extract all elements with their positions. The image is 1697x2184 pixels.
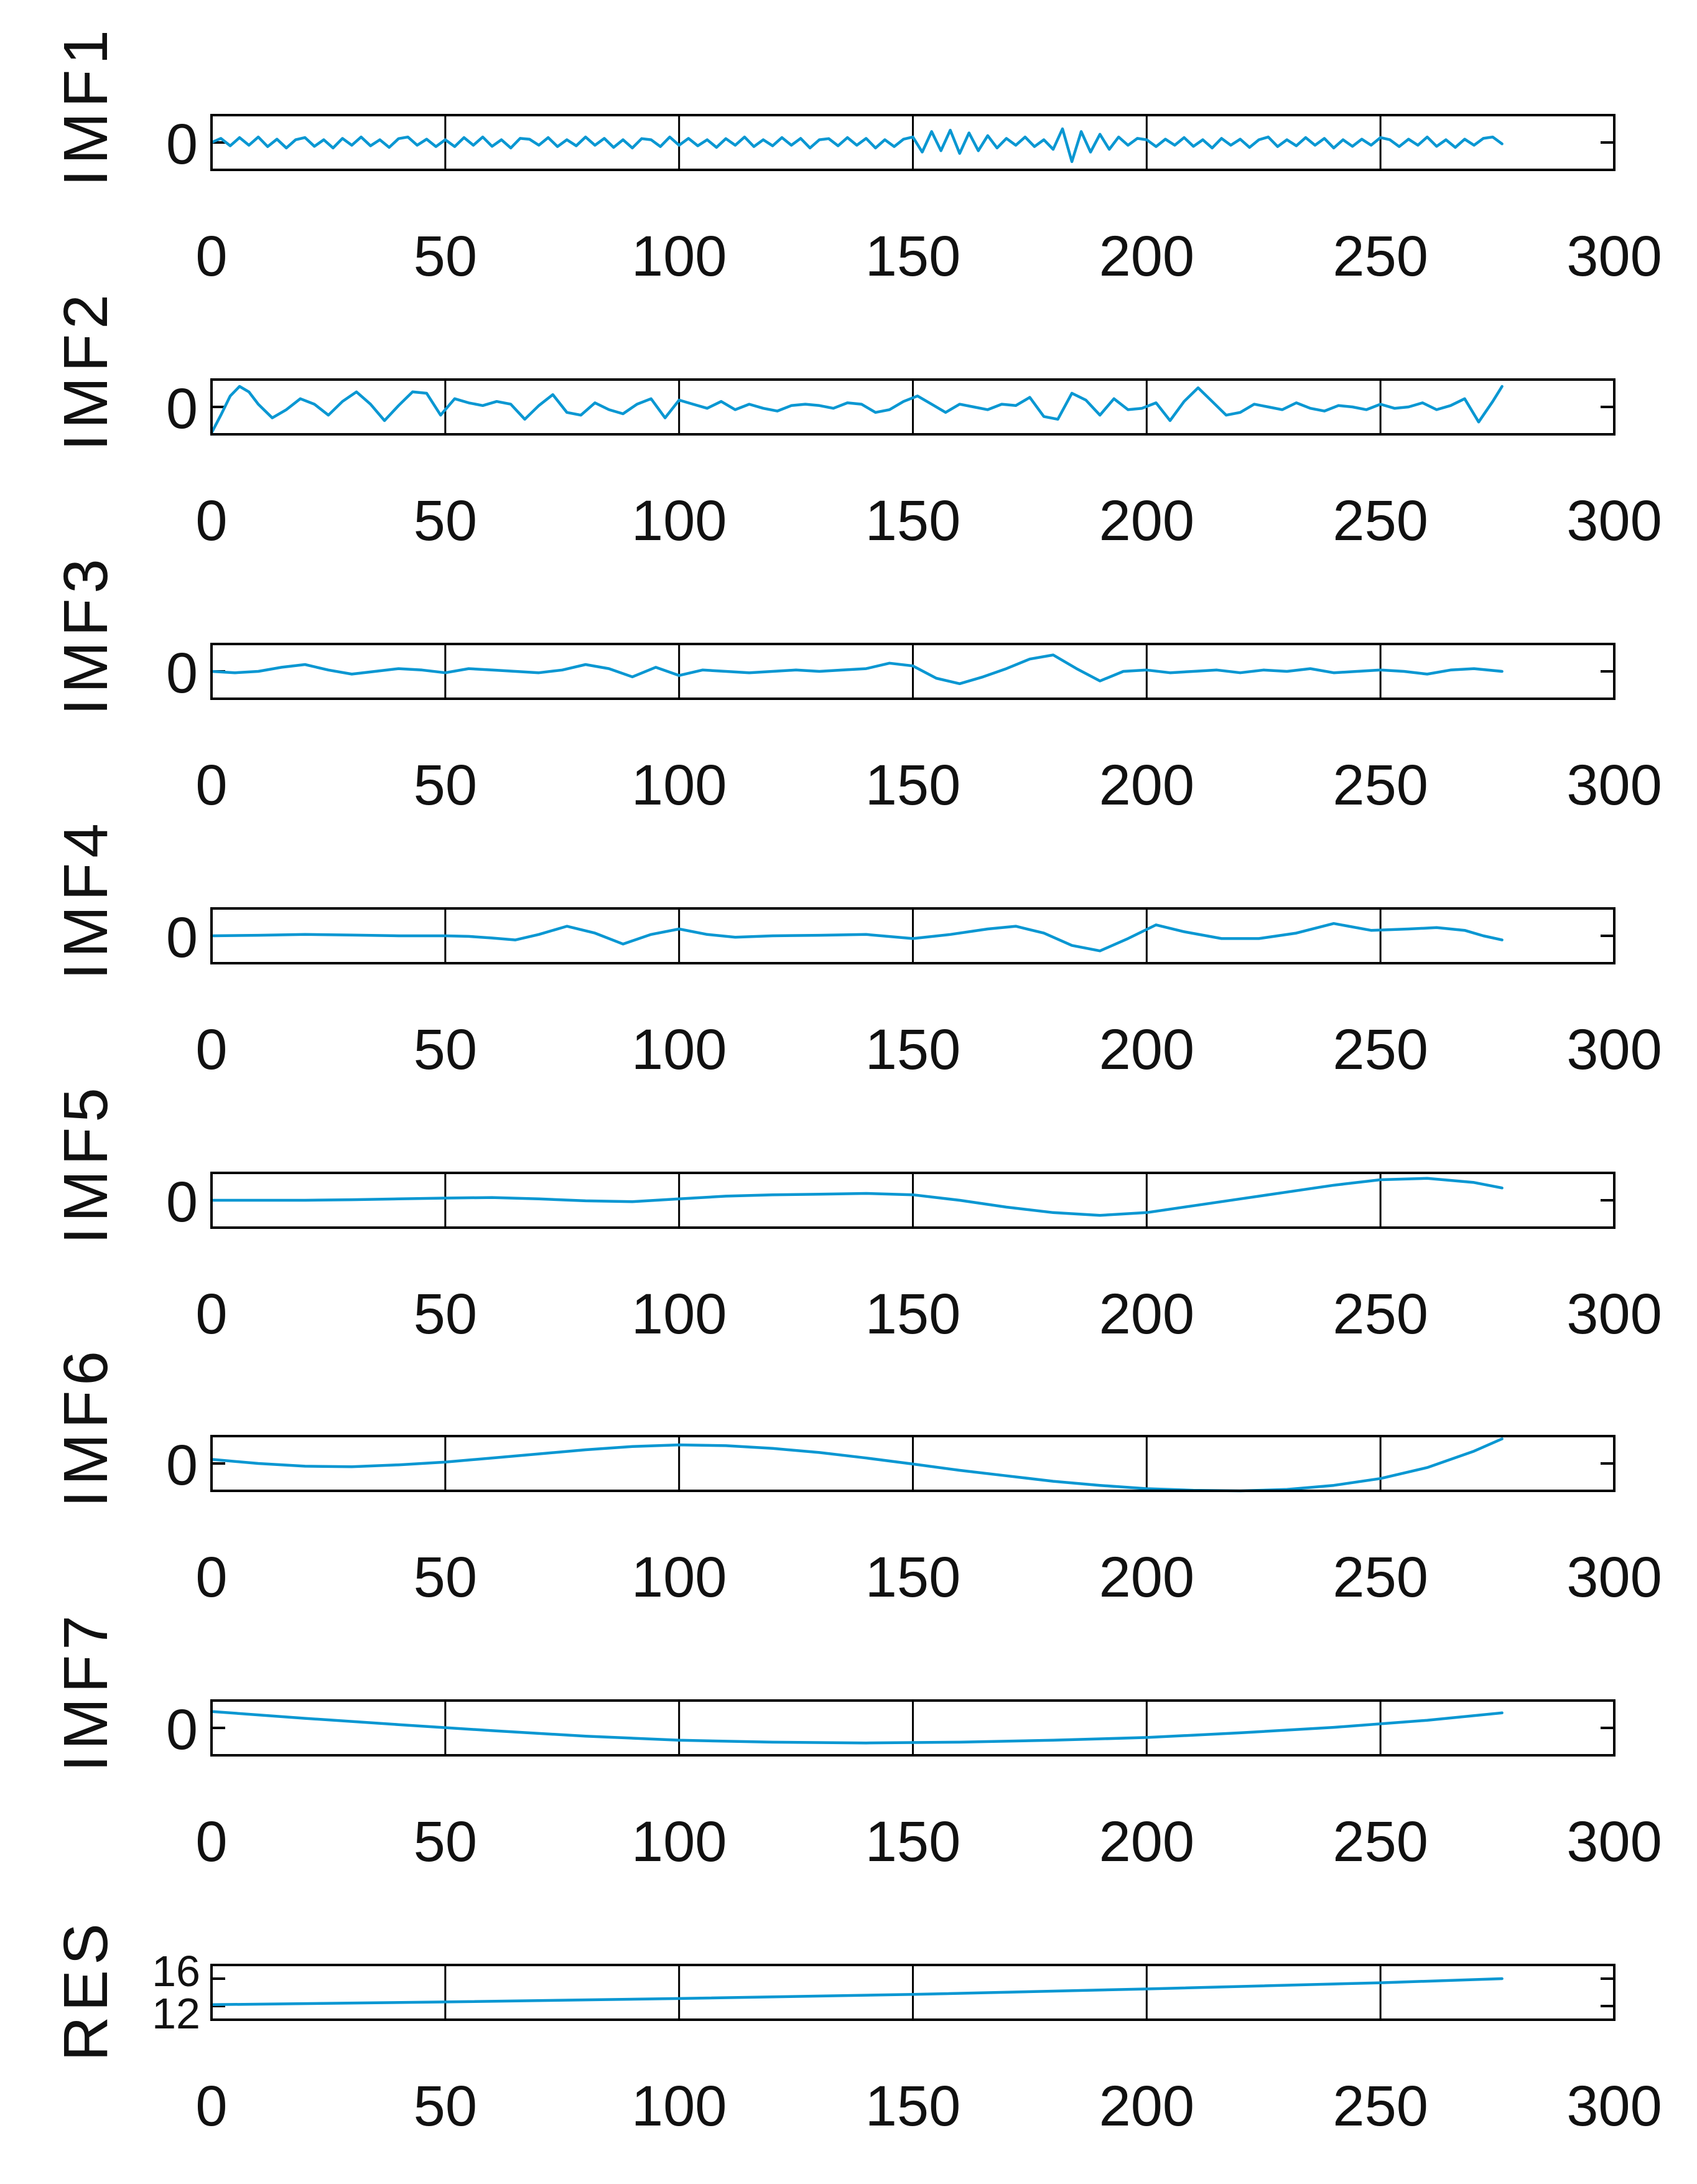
- imf4-x-tick-label: 150: [865, 1018, 961, 1081]
- imf5-x-tick-label: 250: [1332, 1282, 1428, 1346]
- imf5-x-tick-label: 150: [865, 1282, 961, 1346]
- imf1-panel: [51, 25, 1662, 288]
- res-x-tick-label: 300: [1566, 2074, 1662, 2138]
- imf2-series-line: [212, 386, 1502, 433]
- imf5-x-tick-label: 300: [1566, 1282, 1662, 1346]
- imf2-x-tick-label: 300: [1566, 489, 1662, 553]
- res-x-tick-label: 0: [195, 2074, 228, 2138]
- imf5-y-axis-label: IMF5: [51, 1083, 121, 1244]
- imf5-series-line: [212, 1178, 1502, 1215]
- imf2-x-tick-label: 100: [631, 489, 727, 553]
- imf1-y-tick-label: 0: [165, 113, 198, 176]
- imf3-x-tick-label: 200: [1099, 754, 1195, 817]
- imf4-y-tick-label: 0: [165, 906, 198, 969]
- imf4-x-tick-label: 50: [413, 1018, 478, 1081]
- res-x-tick-label: 250: [1332, 2074, 1428, 2138]
- imf1-x-tick-label: 0: [195, 225, 228, 288]
- imf2-x-tick-label: 0: [195, 489, 228, 553]
- res-x-tick-label: 200: [1099, 2074, 1195, 2138]
- imf2-panel: [51, 289, 1662, 553]
- imf7-x-tick-label: 250: [1332, 1810, 1428, 1874]
- imf4-x-tick-label: 100: [631, 1018, 727, 1081]
- imf6-x-tick-label: 200: [1099, 1546, 1195, 1609]
- imf5-x-tick-label: 100: [631, 1282, 727, 1346]
- imf1-x-tick-label: 300: [1566, 225, 1662, 288]
- imf5-x-tick-label: 0: [195, 1282, 228, 1346]
- imf5-y-tick-label: 0: [165, 1170, 198, 1234]
- imf7-panel: [51, 1610, 1662, 1874]
- res-x-tick-label: 150: [865, 2074, 961, 2138]
- imf2-y-axis-label: IMF2: [51, 289, 121, 451]
- imf6-x-tick-label: 50: [413, 1546, 478, 1609]
- imf1-x-tick-label: 200: [1099, 225, 1195, 288]
- imf2-x-tick-label: 150: [865, 489, 961, 553]
- res-series-line: [212, 1979, 1502, 2005]
- res-x-tick-label: 100: [631, 2074, 727, 2138]
- imf7-x-tick-label: 200: [1099, 1810, 1195, 1874]
- imf6-y-axis-label: IMF6: [51, 1346, 121, 1508]
- imf3-series-line: [212, 655, 1502, 684]
- imf7-x-tick-label: 100: [631, 1810, 727, 1874]
- imf2-x-tick-label: 250: [1332, 489, 1428, 553]
- imf6-y-tick-label: 0: [165, 1434, 198, 1497]
- imf6-panel: [51, 1346, 1662, 1609]
- imf2-y-tick-label: 0: [165, 377, 198, 441]
- imf7-x-tick-label: 0: [195, 1810, 228, 1874]
- imf6-series-line: [212, 1439, 1502, 1491]
- imf3-y-tick-label: 0: [165, 642, 198, 705]
- res-y-tick-label: 12: [152, 1989, 200, 2038]
- imf3-x-tick-label: 50: [413, 754, 478, 817]
- imf6-x-tick-label: 0: [195, 1546, 228, 1609]
- imf7-y-tick-label: 0: [165, 1698, 198, 1762]
- imf3-y-axis-label: IMF3: [51, 554, 121, 716]
- imf3-x-tick-label: 0: [195, 754, 228, 817]
- imf2-x-tick-label: 200: [1099, 489, 1195, 553]
- imf3-x-tick-label: 250: [1332, 754, 1428, 817]
- imf5-panel: [51, 1083, 1662, 1346]
- imf1-y-axis-label: IMF1: [51, 25, 121, 187]
- imf1-x-tick-label: 50: [413, 225, 478, 288]
- imf4-y-axis-label: IMF4: [51, 818, 121, 980]
- res-panel: [51, 1918, 1662, 2138]
- imf5-x-tick-label: 50: [413, 1282, 478, 1346]
- imf5-x-tick-label: 200: [1099, 1282, 1195, 1346]
- imf6-x-tick-label: 250: [1332, 1546, 1428, 1609]
- imf7-y-axis-label: IMF7: [51, 1610, 121, 1772]
- imf4-x-tick-label: 250: [1332, 1018, 1428, 1081]
- imf3-x-tick-label: 300: [1566, 754, 1662, 817]
- imf6-x-tick-label: 300: [1566, 1546, 1662, 1609]
- imf7-x-tick-label: 300: [1566, 1810, 1662, 1874]
- imf6-x-tick-label: 150: [865, 1546, 961, 1609]
- imf7-x-tick-label: 150: [865, 1810, 961, 1874]
- imf4-series-line: [212, 923, 1502, 951]
- imf1-x-tick-label: 250: [1332, 225, 1428, 288]
- imf2-x-tick-label: 50: [413, 489, 478, 553]
- imf4-panel: [51, 818, 1662, 1081]
- imf1-x-tick-label: 150: [865, 225, 961, 288]
- imf1-x-tick-label: 100: [631, 225, 727, 288]
- res-x-tick-label: 50: [413, 2074, 478, 2138]
- imf6-x-tick-label: 100: [631, 1546, 727, 1609]
- imf3-panel: [51, 554, 1662, 817]
- imf1-series-line: [212, 129, 1502, 162]
- imf3-x-tick-label: 150: [865, 754, 961, 817]
- imf4-x-tick-label: 0: [195, 1018, 228, 1081]
- imf3-x-tick-label: 100: [631, 754, 727, 817]
- imf7-x-tick-label: 50: [413, 1810, 478, 1874]
- res-y-tick-label: 16: [152, 1947, 200, 1995]
- imf7-series-line: [212, 1712, 1502, 1743]
- imf4-x-tick-label: 300: [1566, 1018, 1662, 1081]
- res-y-axis-label: RES: [51, 1918, 121, 2061]
- imf4-x-tick-label: 200: [1099, 1018, 1195, 1081]
